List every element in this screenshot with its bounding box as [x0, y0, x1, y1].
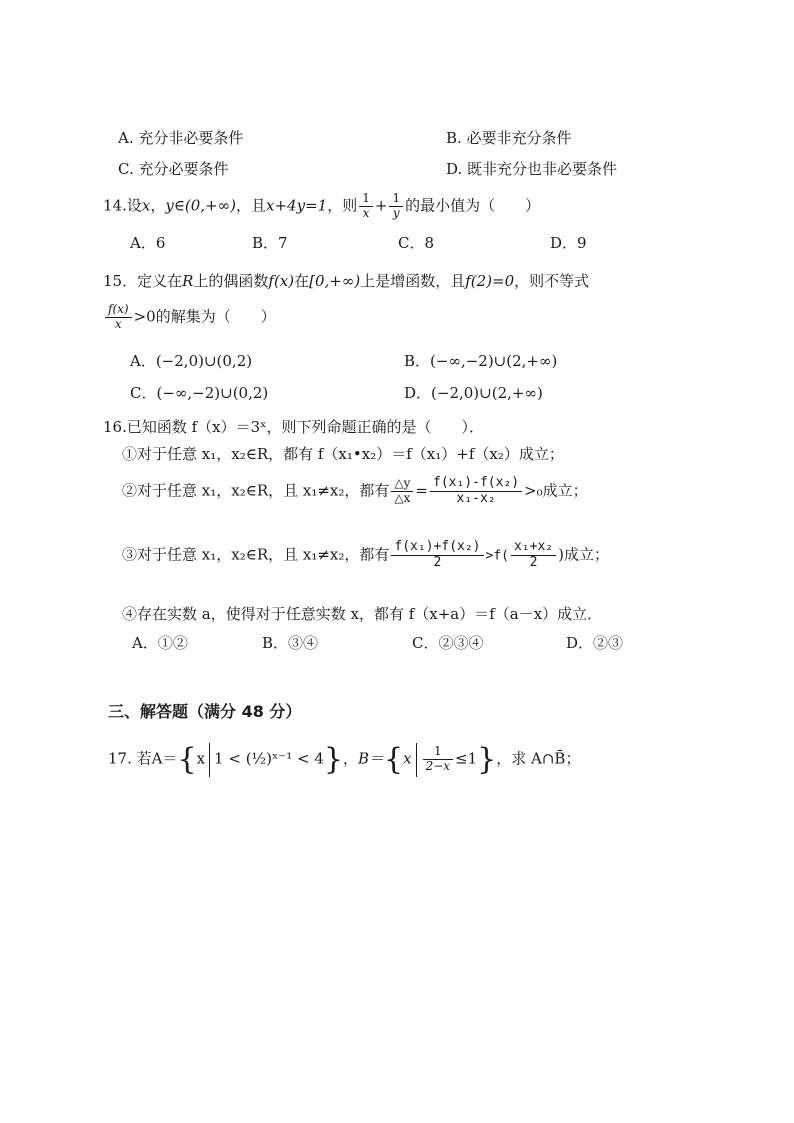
q16-stem: 16.已知函数 f（x）＝3ˣ，则下列命题正确的是（ ）． — [103, 418, 485, 436]
q16-frac-den: △x — [394, 490, 411, 505]
q15-stem-line2 — [103, 303, 276, 332]
q15-text: 15．定义在 — [103, 272, 183, 290]
q15-text: ，则不等式 — [514, 272, 590, 290]
q15-text: 在 — [294, 272, 310, 290]
q15-interval: [0,+∞) — [309, 272, 361, 290]
q17-setB-bar — [416, 743, 417, 777]
q14-option-c: C．8 — [398, 234, 435, 252]
q14-text: 14.设 — [103, 196, 142, 215]
q16-option-c: C．②③④ — [412, 634, 484, 652]
q16-avg-f — [391, 540, 483, 571]
q17-stem — [108, 742, 580, 777]
q15-option-c: C．(−∞,−2)∪(0,2) — [130, 384, 269, 402]
q16-option-a: A．①② — [132, 634, 188, 652]
q17-text: ， — [342, 749, 358, 768]
q16-eq: = — [415, 481, 428, 500]
q15-text: 的解集为（ ） — [155, 307, 276, 326]
q14-option-a: A．6 — [130, 234, 166, 252]
q17-brace-left: { — [384, 742, 404, 777]
q15-fraction — [105, 303, 132, 332]
q17-frac-den: 2−x — [425, 759, 451, 773]
q14-domain: y∈(0,+∞) — [165, 196, 237, 215]
q16-frac-den: 2 — [433, 554, 442, 570]
q14-fraction-1x — [359, 192, 373, 221]
q14-option-d: D．9 — [550, 234, 587, 252]
q16-text: ②对于任意 x₁，x₂∈R，且 x₁≠x₂，都有 — [122, 481, 390, 500]
q14-fraction-1y — [389, 192, 403, 221]
q17-text: ，求 A∩B̄； — [496, 749, 581, 768]
q15-R: R — [182, 272, 194, 290]
q14-plus: + — [374, 196, 388, 215]
q14-text: ，且 — [236, 196, 267, 215]
q16-difference-quotient — [430, 476, 522, 507]
q14-var-x: x — [141, 196, 151, 215]
q16-frac-num: x₁+x₂ — [511, 540, 556, 556]
q16-option-d: D．②③ — [566, 634, 624, 652]
q15-fx: f(x) — [268, 272, 295, 290]
q17-setB-var: x — [403, 749, 412, 768]
q16-text: >₀成立； — [524, 481, 588, 500]
q16-dy-dx — [391, 477, 413, 506]
q16-statement-3 — [122, 540, 609, 571]
q14-frac-num: 1 — [359, 192, 373, 207]
q15-text: 上的偶函数 — [193, 272, 269, 290]
q17-setA-var: x — [196, 749, 206, 768]
q16-frac-den: x₁-x₂ — [456, 490, 496, 506]
q16-statement-4: ④存在实数 a，使得对于任意实数 x，都有 f（x+a）＝f（a－x）成立． — [122, 605, 603, 623]
q17-B-label: B＝ — [357, 749, 385, 768]
q16-text: ③对于任意 x₁，x₂∈R，且 x₁≠x₂，都有 — [122, 545, 390, 564]
q16-statement-2 — [122, 476, 588, 507]
q13-option-b: B. 必要非充分条件 — [446, 129, 572, 147]
q14-frac-den: y — [392, 205, 400, 220]
q15-stem-line1 — [103, 270, 589, 291]
q14-text: 的最小值为（ ） — [405, 196, 541, 215]
q16-statement-1: ①对于任意 x₁，x₂∈R，都有 f（x₁•x₂）＝f（x₁）+f（x₂）成立； — [122, 445, 564, 463]
q14-frac-den: x — [362, 205, 370, 220]
q15-frac-num: f(x) — [105, 303, 132, 318]
q15-option-d: D．(−2,0)∪(2,+∞) — [404, 384, 543, 402]
q16-text: )成立； — [558, 545, 609, 564]
q17-frac-num: 1 — [423, 745, 453, 760]
q16-gt: >f( — [485, 548, 509, 564]
q17-number: 17. — [108, 749, 132, 768]
q13-option-a: A. 充分非必要条件 — [118, 129, 244, 147]
q17-text: 若A＝ — [136, 749, 178, 768]
q17-brace-right: } — [477, 742, 497, 777]
q14-constraint: x+4y=1 — [266, 196, 328, 215]
q15-text: 上是增函数，且 — [360, 272, 466, 290]
q15-frac-den: x — [114, 316, 122, 331]
q15-f2: f(2)=0 — [465, 272, 515, 290]
q17-setA-condition: 1 < (½)ˣ⁻¹ < 4 — [214, 749, 324, 768]
q17-brace-left: { — [177, 742, 197, 777]
q16-frac-num: f(x₁)+f(x₂) — [391, 540, 483, 556]
section-heading: 三、解答题（满分 48 分） — [108, 702, 302, 721]
q17-setB-fraction — [423, 745, 453, 774]
q17-brace-right: } — [323, 742, 343, 777]
q14-text: ， — [150, 196, 166, 215]
q17-setA-bar — [209, 743, 210, 777]
q13-option-c: C. 充分必要条件 — [118, 160, 229, 178]
q14-stem — [103, 192, 540, 221]
q14-text: ，则 — [327, 196, 358, 215]
q14-frac-num: 1 — [389, 192, 403, 207]
q16-option-b: B．③④ — [262, 634, 319, 652]
q15-option-a: A．(−2,0)∪(0,2) — [130, 352, 253, 370]
q16-avg-x — [511, 540, 556, 571]
q16-frac-den: 2 — [529, 554, 538, 570]
q16-frac-num: f(x₁)-f(x₂) — [430, 476, 522, 492]
q15-option-b: B．(−∞,−2)∪(2,+∞) — [404, 352, 558, 370]
q13-option-d: D. 既非充分也非必要条件 — [446, 160, 618, 178]
q16-frac-num: △y — [391, 477, 413, 492]
q14-option-b: B．7 — [252, 234, 288, 252]
q15-ineq: >0 — [133, 307, 156, 326]
q17-setB-le: ≤1 — [455, 749, 478, 768]
